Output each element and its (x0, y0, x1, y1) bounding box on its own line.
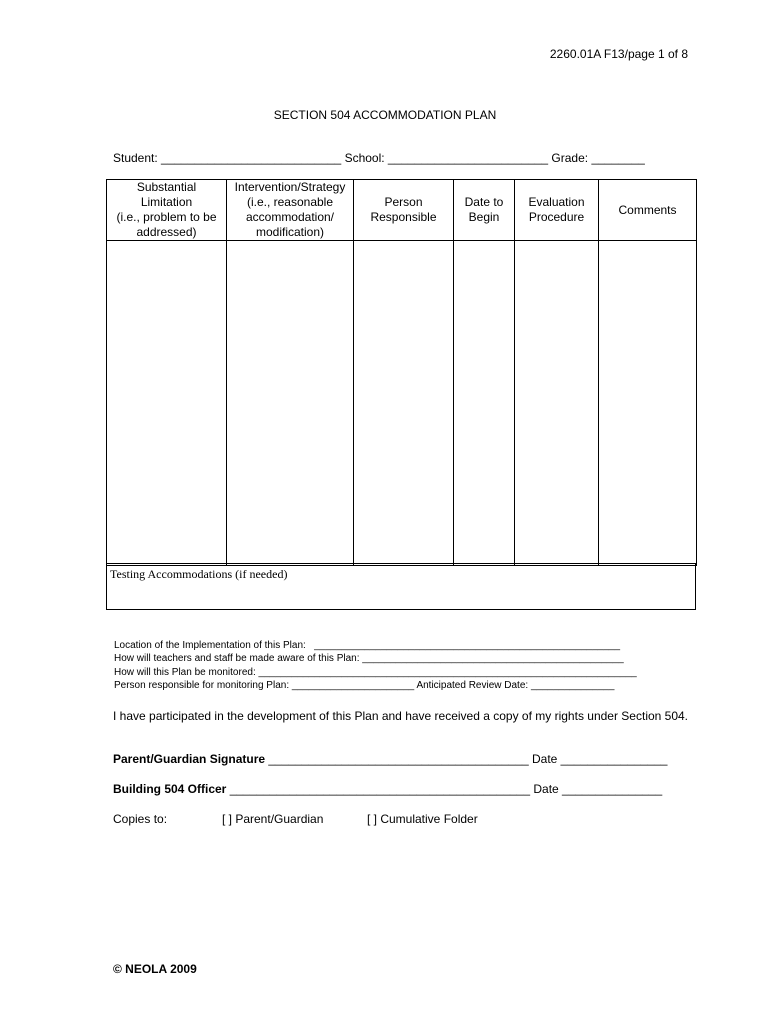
testing-accommodations-label: Testing Accommodations (if needed) (110, 567, 288, 581)
header-substantial-limitation: Substantial Limitation (i.e., problem to be addressed) (107, 180, 227, 241)
header-date-to-begin: Date to Begin (454, 180, 515, 241)
header-person-responsible: Person Responsible (354, 180, 454, 241)
officer-signature-field[interactable]: _____________________________________________ Date _______________ (226, 782, 663, 796)
header-evaluation-procedure: Evaluation Procedure (515, 180, 599, 241)
header-comments: Comments (599, 180, 697, 241)
copies-folder-checkbox[interactable]: [ ] Cumulative Folder (367, 812, 478, 826)
cell-comments[interactable] (599, 241, 697, 566)
cell-substantial-limitation[interactable] (107, 241, 227, 566)
officer-label: Building 504 Officer (113, 782, 227, 796)
monitoring-line: How will this Plan be monitored: ____________________________________________________________________ (114, 667, 637, 678)
cell-date-to-begin[interactable] (454, 241, 515, 566)
accommodation-table (106, 179, 697, 566)
parent-signature-line (113, 752, 667, 766)
location-line: Location of the Implementation of this Plan: _______________________________________________________ (114, 640, 621, 651)
student-school-grade-line: Student: ___________________________ School: ________________________ Grade: ________ (113, 151, 645, 165)
officer-signature-line (113, 782, 662, 796)
table-header-row (107, 180, 697, 241)
cell-intervention-strategy[interactable] (227, 241, 354, 566)
parent-signature-field[interactable]: _______________________________________ Date ________________ (265, 752, 668, 766)
document-reference: 2260.01A F13/page 1 of 8 (549, 47, 688, 61)
table-row (107, 241, 697, 566)
cell-person-responsible[interactable] (354, 241, 454, 566)
person-responsible-line: Person responsible for monitoring Plan: ______________________ Anticipated Review Date: _______________ (114, 680, 615, 691)
parent-signature-label: Parent/Guardian Signature (113, 752, 266, 766)
copies-parent-checkbox[interactable]: [ ] Parent/Guardian (222, 812, 324, 826)
testing-accommodations-box[interactable] (106, 563, 696, 610)
copies-to-label: Copies to: (113, 812, 168, 826)
participation-statement: I have participated in the development of this Plan and have received a copy of my rights under Section 504. (113, 709, 689, 723)
teachers-aware-line: How will teachers and staff be made aware of this Plan: _______________________________________________ (114, 653, 624, 664)
page-title: SECTION 504 ACCOMMODATION PLAN (273, 108, 497, 122)
cell-evaluation-procedure[interactable] (515, 241, 599, 566)
copyright-footer: © NEOLA 2009 (113, 962, 197, 976)
header-intervention-strategy: Intervention/Strategy (i.e., reasonable accommodation/ modification) (227, 180, 354, 241)
